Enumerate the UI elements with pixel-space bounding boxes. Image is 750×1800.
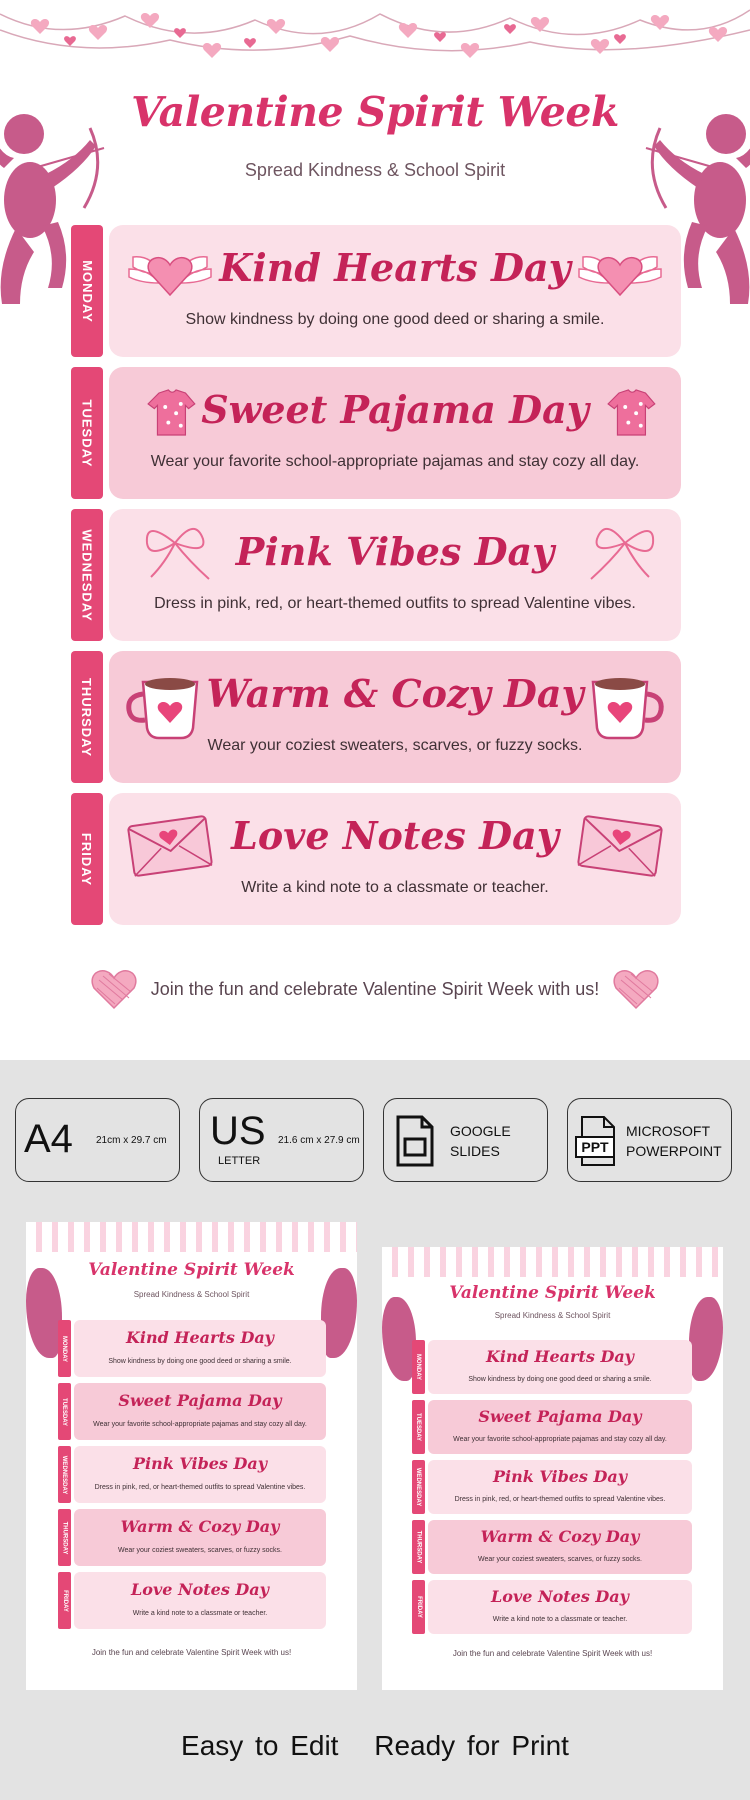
- day-card: [109, 509, 681, 641]
- preview-row: [58, 1446, 326, 1503]
- day-description: Wear your favorite school-appropriate pajamas and stay cozy all day.: [150, 453, 640, 470]
- preview-tab: [412, 1520, 425, 1574]
- preview-row: [58, 1572, 326, 1629]
- preview-tab: [58, 1383, 71, 1440]
- preview-cupid-right-icon: [321, 1268, 357, 1358]
- page-title: Valentine Spirit Week: [131, 88, 619, 136]
- love-envelope-icon: [575, 811, 665, 881]
- preview-card: [74, 1509, 326, 1566]
- preview-a4: [26, 1222, 357, 1690]
- format-ppt-line1: MICROSOFT: [626, 1123, 710, 1139]
- powerpoint-icon: [574, 1113, 620, 1169]
- day-title: Warm & Cozy Day: [206, 671, 584, 716]
- preview-card-title: Love Notes Day: [491, 1587, 629, 1606]
- preview-row: [412, 1580, 692, 1634]
- preview-tab: [58, 1320, 71, 1377]
- ribbon-bow-icon: [575, 521, 665, 591]
- preview-subtitle: Spread Kindness & School Spirit: [133, 1290, 250, 1299]
- preview-card-title: Kind Hearts Day: [486, 1347, 634, 1366]
- footer-text: Join the fun and celebrate Valentine Spirit Week with us!: [150, 978, 600, 999]
- format-us-sub: LETTER: [218, 1155, 261, 1167]
- preview-cupid-left-icon: [382, 1297, 416, 1381]
- format-us-size: 21.6 cm x 27.9 cm: [278, 1135, 360, 1146]
- preview-row: [412, 1400, 692, 1454]
- preview-card: [428, 1340, 692, 1394]
- page-subtitle: Spread Kindness & School Spirit: [244, 160, 506, 180]
- format-gs-line1: GOOGLE: [450, 1123, 511, 1139]
- day-title: Pink Vibes Day: [235, 529, 555, 574]
- format-a4-label: A4: [24, 1117, 73, 1161]
- preview-row: [412, 1340, 692, 1394]
- preview-card: [428, 1400, 692, 1454]
- day-description: Write a kind note to a classmate or teacher.: [241, 879, 549, 896]
- preview-tab: [412, 1580, 425, 1634]
- winged-heart-icon: [575, 237, 665, 307]
- preview-tab: [412, 1460, 425, 1514]
- preview-card-title: Warm & Cozy Day: [480, 1527, 640, 1546]
- preview-title: Valentine Spirit Week: [88, 1260, 295, 1280]
- day-label: MONDAY: [79, 259, 95, 323]
- sketch-heart-icon: [609, 962, 663, 1016]
- preview-day-label: WEDNESDAY: [415, 1467, 422, 1507]
- day-card: [109, 367, 681, 499]
- preview-day-label: MONDAY: [415, 1353, 422, 1381]
- preview-subtitle: Spread Kindness & School Spirit: [494, 1311, 611, 1320]
- preview-day-label: TUESDAY: [61, 1397, 68, 1426]
- preview-card-desc: Show kindness by doing one good deed or sharing a smile.: [108, 1358, 292, 1365]
- day-label: WEDNESDAY: [79, 528, 95, 622]
- preview-card-title: Pink Vibes Day: [492, 1467, 628, 1486]
- day-description: Wear your coziest sweaters, scarves, or fuzzy socks.: [207, 737, 583, 754]
- footer-line: [0, 962, 750, 1016]
- preview-day-label: THURSDAY: [61, 1521, 68, 1554]
- preview-footer: Join the fun and celebrate Valentine Spirit Week with us!: [91, 1648, 292, 1657]
- sketch-heart-icon: [87, 962, 141, 1016]
- preview-row: [58, 1383, 326, 1440]
- day-tab: [71, 225, 103, 357]
- preview-card-desc: Wear your coziest sweaters, scarves, or fuzzy socks.: [117, 1547, 283, 1554]
- format-a4-size: 21cm x 29.7 cm: [96, 1135, 167, 1146]
- day-card: [109, 793, 681, 925]
- preview-card-desc: Wear your coziest sweaters, scarves, or fuzzy socks.: [477, 1556, 643, 1563]
- day-title: Kind Hearts Day: [219, 245, 571, 290]
- preview-row: [412, 1520, 692, 1574]
- preview-day-label: FRIDAY: [415, 1596, 422, 1618]
- day-card: [109, 225, 681, 357]
- preview-card: [74, 1320, 326, 1377]
- format-us-label: US: [210, 1109, 266, 1153]
- day-row-thursday: [71, 651, 681, 783]
- day-label: FRIDAY: [79, 832, 95, 886]
- format-badges: [15, 1098, 735, 1182]
- preview-garland: [26, 1222, 357, 1252]
- coffee-mug-icon: [575, 665, 665, 745]
- preview-row: [58, 1509, 326, 1566]
- preview-cupid-left-icon: [26, 1268, 62, 1358]
- preview-card-desc: Write a kind note to a classmate or teacher.: [492, 1616, 628, 1623]
- preview-card-title: Pink Vibes Day: [132, 1454, 268, 1473]
- format-gs-line2: SLIDES: [450, 1143, 500, 1159]
- format-badge-a4: [15, 1098, 180, 1182]
- preview-tab: [58, 1446, 71, 1503]
- preview-row: [58, 1320, 326, 1377]
- day-tab: [71, 509, 103, 641]
- day-description: Dress in pink, red, or heart-themed outfits to spread Valentine vibes.: [154, 595, 636, 612]
- preview-card-desc: Write a kind note to a classmate or teacher.: [132, 1610, 268, 1617]
- preview-tab: [412, 1340, 425, 1394]
- preview-footer: Join the fun and celebrate Valentine Spirit Week with us!: [452, 1649, 653, 1658]
- preview-day-label: WEDNESDAY: [61, 1455, 68, 1494]
- day-row-monday: [71, 225, 681, 357]
- preview-card: [74, 1446, 326, 1503]
- pajama-shirt-icon: [605, 379, 675, 449]
- preview-day-label: THURSDAY: [415, 1530, 422, 1564]
- tagline: [0, 1730, 750, 1762]
- preview-title: Valentine Spirit Week: [449, 1283, 656, 1303]
- preview-card-desc: Wear your favorite school-appropriate pajamas and stay cozy all day.: [453, 1436, 667, 1443]
- format-ppt-line2: POWERPOINT: [626, 1143, 722, 1159]
- preview-card-desc: Wear your favorite school-appropriate pajamas and stay cozy all day.: [93, 1421, 307, 1428]
- preview-card: [428, 1460, 692, 1514]
- day-row-tuesday: [71, 367, 681, 499]
- tagline-ready-for-print: Ready for Print: [374, 1730, 569, 1761]
- day-description: Show kindness by doing one good deed or sharing a smile.: [185, 311, 605, 328]
- preview-row: [412, 1460, 692, 1514]
- day-tab: [71, 367, 103, 499]
- preview-cupid-right-icon: [689, 1297, 723, 1381]
- day-tab: [71, 793, 103, 925]
- preview-card: [428, 1580, 692, 1634]
- powerpoint-icon-text: PPT: [581, 1139, 609, 1155]
- heart-garland-decoration: [0, 0, 750, 72]
- preview-tab: [412, 1400, 425, 1454]
- preview-card-title: Sweet Pajama Day: [118, 1391, 282, 1410]
- day-title: Love Notes Day: [231, 813, 559, 858]
- format-badge-us-letter: [199, 1098, 364, 1182]
- day-row-wednesday: [71, 509, 681, 641]
- preview-tab: [58, 1509, 71, 1566]
- preview-card-title: Kind Hearts Day: [126, 1328, 274, 1347]
- day-card: [109, 651, 681, 783]
- day-row-friday: [71, 793, 681, 925]
- day-tab: [71, 651, 103, 783]
- tagline-easy-to-edit: Easy to Edit: [181, 1730, 339, 1761]
- day-title: Sweet Pajama Day: [201, 387, 589, 432]
- format-badge-google-slides: [383, 1098, 548, 1182]
- preview-day-label: MONDAY: [61, 1335, 68, 1362]
- day-label: TUESDAY: [79, 399, 95, 467]
- preview-day-label: TUESDAY: [415, 1412, 422, 1442]
- preview-card-desc: Dress in pink, red, or heart-themed outfits to spread Valentine vibes.: [454, 1496, 666, 1503]
- preview-day-label: FRIDAY: [61, 1589, 68, 1612]
- day-label: THURSDAY: [79, 677, 95, 757]
- preview-card: [428, 1520, 692, 1574]
- format-badge-powerpoint: [567, 1098, 732, 1182]
- preview-card-title: Warm & Cozy Day: [120, 1517, 280, 1536]
- preview-garland: [382, 1247, 723, 1277]
- preview-card-title: Love Notes Day: [131, 1580, 269, 1599]
- preview-tab: [58, 1572, 71, 1629]
- preview-card-desc: Show kindness by doing one good deed or sharing a smile.: [468, 1376, 652, 1383]
- preview-card: [74, 1383, 326, 1440]
- preview-card: [74, 1572, 326, 1629]
- google-slides-icon: [394, 1113, 436, 1169]
- preview-card-title: Sweet Pajama Day: [478, 1407, 642, 1426]
- preview-card-desc: Dress in pink, red, or heart-themed outfits to spread Valentine vibes.: [94, 1484, 306, 1491]
- preview-us-letter: [382, 1247, 723, 1690]
